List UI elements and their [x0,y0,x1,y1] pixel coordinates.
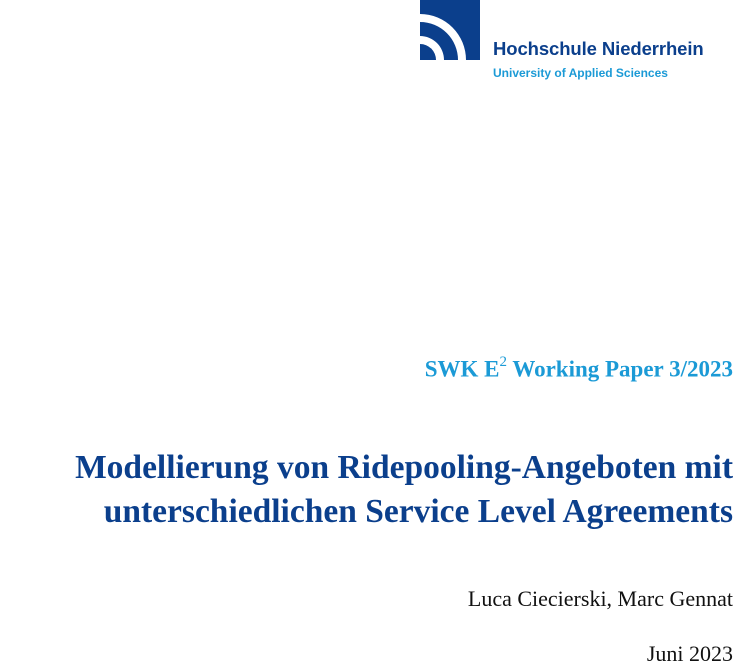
university-logo [420,0,730,90]
university-name: Hochschule Niederrhein [493,38,704,59]
authors: Luca Ciecierski, Marc Gennat [467,586,733,611]
publication-date: Juni 2023 [646,641,733,666]
paper-title [75,446,733,534]
series-superscript: 2 [499,354,508,370]
title-line-2: unterschiedlichen Service Level Agreements [103,493,733,530]
series-prefix: SWK E [424,356,500,382]
working-paper-series [425,356,733,383]
title-line-1: Modellierung von Ridepooling-Angeboten mit [75,449,733,486]
series-suffix: Working Paper 3/2023 [507,356,733,382]
hochschule-niederrhein-logo-icon [420,0,480,60]
university-subtitle: University of Applied Sciences [493,66,668,80]
